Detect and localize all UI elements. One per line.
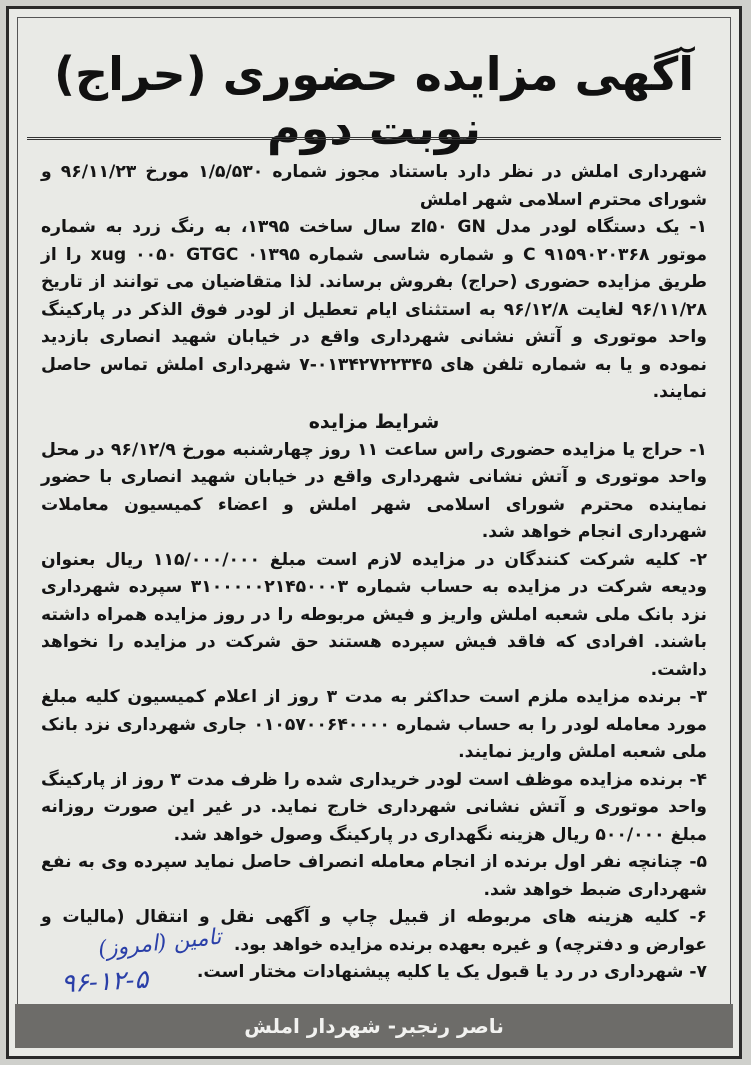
condition-item: ۱- حراج یا مزایده حضوری راس ساعت ۱۱ روز چهارشنبه مورخ ۹۶/۱۲/۹ در محل واحد موتوری و آتش نشانی شهرداری واقع در خیابان شهید انصاری با حضور نماینده محترم شورای اسلامی شهر املش و اعضاء کمیسیون معاملات شهرداری انجام خواهد شد. [41,439,707,542]
condition-item: ۶- کلیه هزینه های مربوطه از قبیل چاپ و آگهی نقل و انتقال (مالیات و عوارض و دفترچه) و غیره بعهده برنده مزایده خواهد بود. [41,907,707,955]
notice-body [41,159,707,987]
item-paragraph: ۱- یک دستگاه لودر مدل zl۵۰ GN سال ساخت ۱۳۹۵، به رنگ زرد به شماره موتور C ۹۱۵۹۰۲۰۳۶۸ و شماره شاسی شماره xug ۰۰۵۰ GTGC ۰۱۳۹۵ را از طریق مزایده حضوری (حراج) بفروش برساند. لذا متقاضیان می توانند از تاریخ ۹۶/۱۱/۲۸ لغایت ۹۶/۱۲/۸ به استثنای ایام تعطیل از لودر فوق الذکر در پارکینگ واحد موتوری و آتش نشانی شهرداری واقع در خیابان شهید انصاری بازدید نموده و یا به شماره تلفن های ۰۱۳۴۲۷۲۲۳۴۵-۷ شهرداری املش تماس حاصل نمایند. [41,217,707,402]
title-divider [27,137,721,140]
handwritten-note: تامین (امروز) [96,924,222,963]
page-title: آگهی مزایده حضوری (حراج) نوبت دوم [53,47,695,155]
condition-item: ۳- برنده مزایده ملزم است حداکثر به مدت ۳ روز از اعلام کمیسیون کلیه مبلغ مورد معامله لودر را به حساب شماره ۰۱۰۵۷۰۰۶۴۰۰۰۰ جاری شهرداری نزد بانک ملی شعبه املش واریز نمایند. [41,687,707,762]
signature-footer [15,1004,733,1048]
condition-item: ۷- شهرداری در رد یا قبول یک یا کلیه پیشنهادات مختار است. [196,962,707,982]
condition-item: ۵- چنانچه نفر اول برنده از انجام معامله انصراف حاصل نماید سپرده وی به نفع شهرداری ضبط خواهد شد. [41,852,707,900]
condition-item: ۴- برنده مزایده موظف است لودر خریداری شده را ظرف مدت ۳ روز از پارکینگ واحد موتوری و آتش نشانی شهرداری خارج نماید. در غیر این صورت روزانه مبلغ ۵۰۰/۰۰۰ ریال هزینه نگهداری در پارکینگ وصول خواهد شد. [41,769,708,845]
conditions-heading: شرایط مزایده [308,410,440,433]
handwritten-date: ۹۶-۱۲-۵ [60,964,150,1000]
handwritten-annotation [60,924,231,1001]
notice-paper [6,6,742,1059]
footer-signatory: ناصر رنجبر- شهردار املش [244,1014,504,1038]
intro-paragraph: شهرداری املش در نظر دارد باستناد مجوز شماره ۱/۵/۵۳۰ مورخ ۹۶/۱۱/۲۳ و شورای محترم اسلامی شهر املش [41,162,708,210]
condition-item: ۲- کلیه شرکت کنندگان در مزایده لازم است مبلغ ۱۱۵/۰۰۰/۰۰۰ ریال بعنوان ودیعه شرکت در مزایده به حساب شماره ۳۱۰۰۰۰۰۲۱۴۵۰۰۰۳ سپرده شهرداری نزد بانک ملی شعبه املش واریز و فیش مربوطه را در روز مزایده همراه داشته باشند. افرادی که فاقد فیش سپرده هستند حق شرکت در مزایده را نخواهد داشت. [41,549,708,680]
